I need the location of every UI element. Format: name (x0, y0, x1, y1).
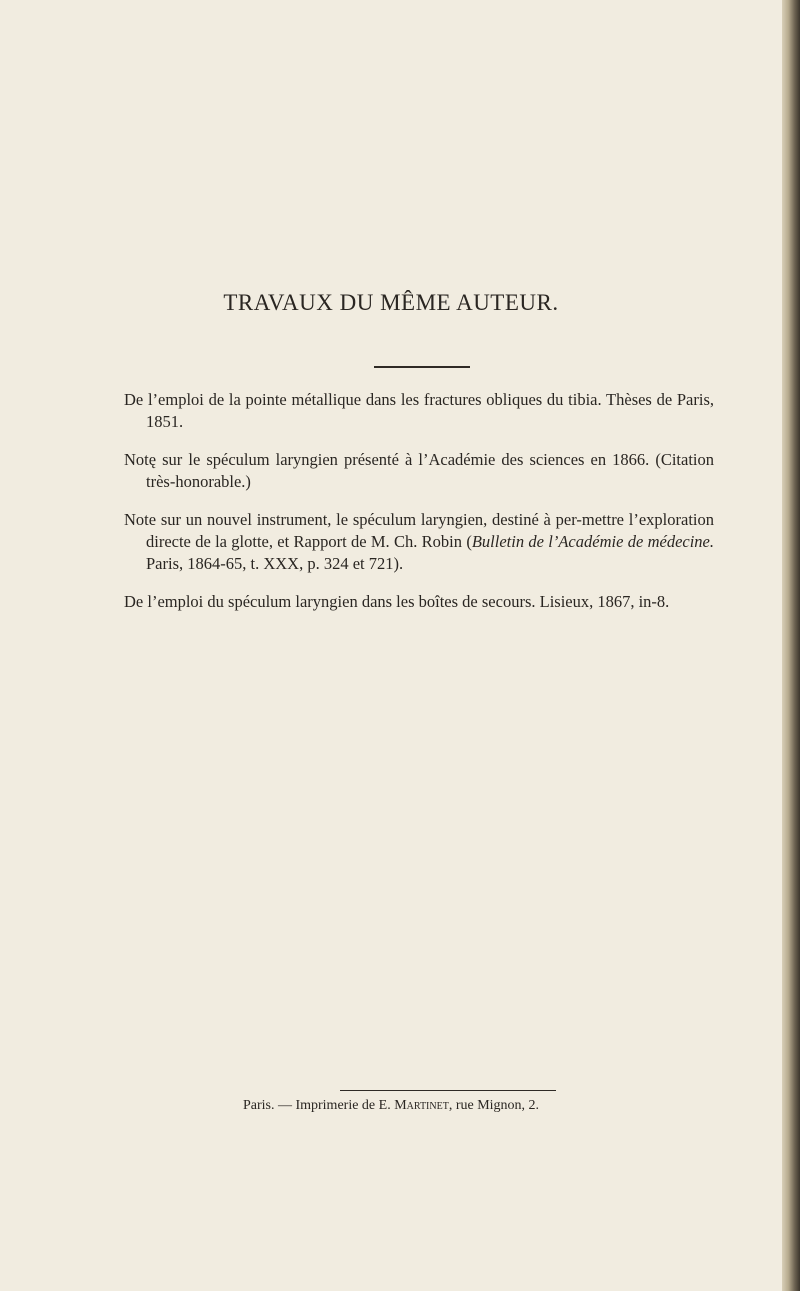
footer-rule (340, 1090, 556, 1091)
book-spine-edge (782, 0, 800, 1291)
imprint-printer: Martinet (394, 1098, 449, 1113)
imprint-suffix: , rue Mignon, 2. (448, 1098, 540, 1113)
imprint-prefix: Paris. — Imprimerie de E. (242, 1098, 395, 1113)
title-rule (374, 366, 470, 368)
imprint-line (0, 1098, 782, 1114)
work-entry-2: Notę sur le spéculum laryngien présenté à l’Académie des sciences en 1866. (Citation très-honorable.) (124, 450, 714, 491)
works-list (124, 389, 714, 629)
page-title: TRAVAUX DU MÊME AUTEUR. (223, 290, 559, 315)
work-entry-4: De l’emploi du spéculum laryngien dans les boîtes de secours. Lisieux, 1867, in-8. (124, 592, 670, 611)
entry-3-text: Note sur un nouvel instrument, le spéculum laryngien, destiné à per-mettre l’exploration directe de la glotte, et Rapport de M. Ch. Robin (Bulletin de l’Académie de médecine. Paris, 1864-65, t. XXX, p. 324 et 721). (124, 510, 715, 573)
journal-title: Bulletin de l’Académie de médecine. (471, 532, 715, 551)
work-entry-3 (124, 509, 714, 575)
work-entry-1: De l’emploi de la pointe métallique dans les fractures obliques du tibia. Thèses de Paris, 1851. (124, 390, 714, 431)
